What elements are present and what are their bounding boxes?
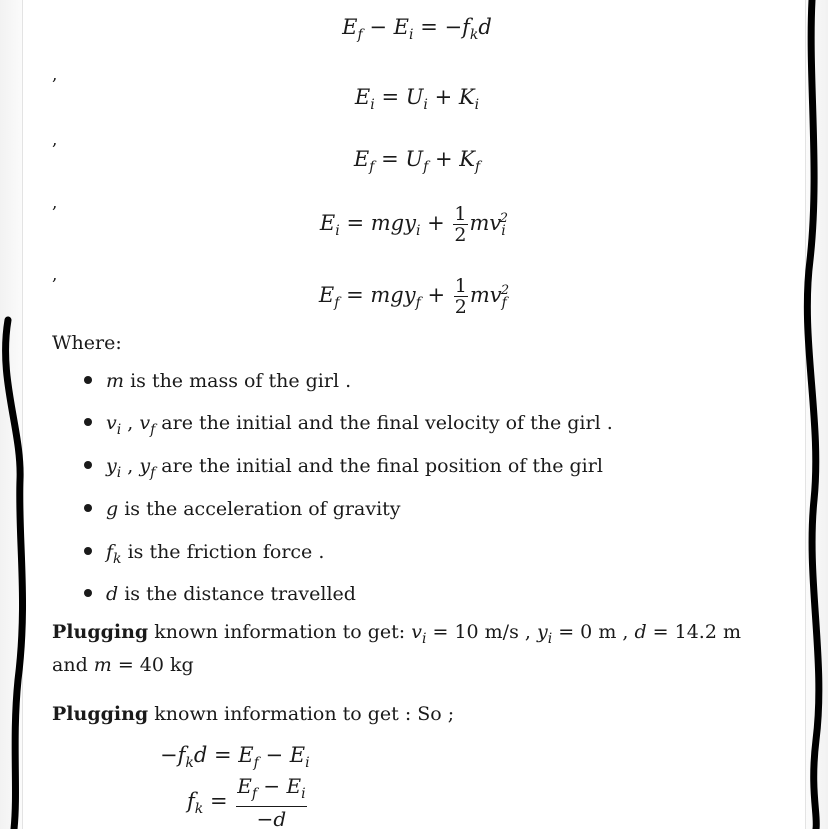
list-item: g is the acceleration of gravity [84, 496, 401, 522]
equation-initial-energy-expanded: $E_i = mgy_i$ + $\frac{1}{2}$ $mv_i^2$ [319, 203, 509, 246]
equation-separator: , [52, 265, 58, 285]
friction-equation-line-1: $-f_kd = E_f - E_i$ [160, 743, 310, 772]
equation-final-energy-expanded: $E_f = mgy_f$ + $\frac{1}{2}$ $mv_f^2$ [318, 275, 510, 318]
plugging-paragraph-1: Plugging known information to get: $v_i = 10$ m/s , $y_i = 0$ m , d = 14.2 m and m = 40 kg [52, 621, 741, 676]
equation-energy-change: $E_f - E_i = -f_kd$ [342, 15, 492, 44]
equation-separator: , [52, 65, 58, 85]
list-item: $y_i$ , $y_f$ are the initial and the final position of the girl [84, 453, 603, 486]
list-item: d is the distance travelled [84, 581, 356, 607]
equation-final-energy: $E_f = U_f + K_f$ [353, 147, 481, 176]
list-item: $v_i$ , $v_f$ are the initial and the final velocity of the girl . [84, 410, 613, 443]
equation-initial-energy: $E_i = U_i + K_i$ [354, 85, 480, 114]
equation-separator: , [52, 193, 58, 213]
list-item: m is the mass of the girl . [84, 368, 351, 394]
list-item: $f_k$ is the friction force . [84, 539, 324, 572]
equation-separator: , [52, 130, 58, 150]
plugging-paragraph-2: Plugging known information to get : So ; [52, 703, 455, 725]
where-label: Where: [52, 332, 122, 354]
friction-equation-line-2: $f_k$ = $\frac{E_f - E_i}{-d}$ [187, 774, 306, 831]
